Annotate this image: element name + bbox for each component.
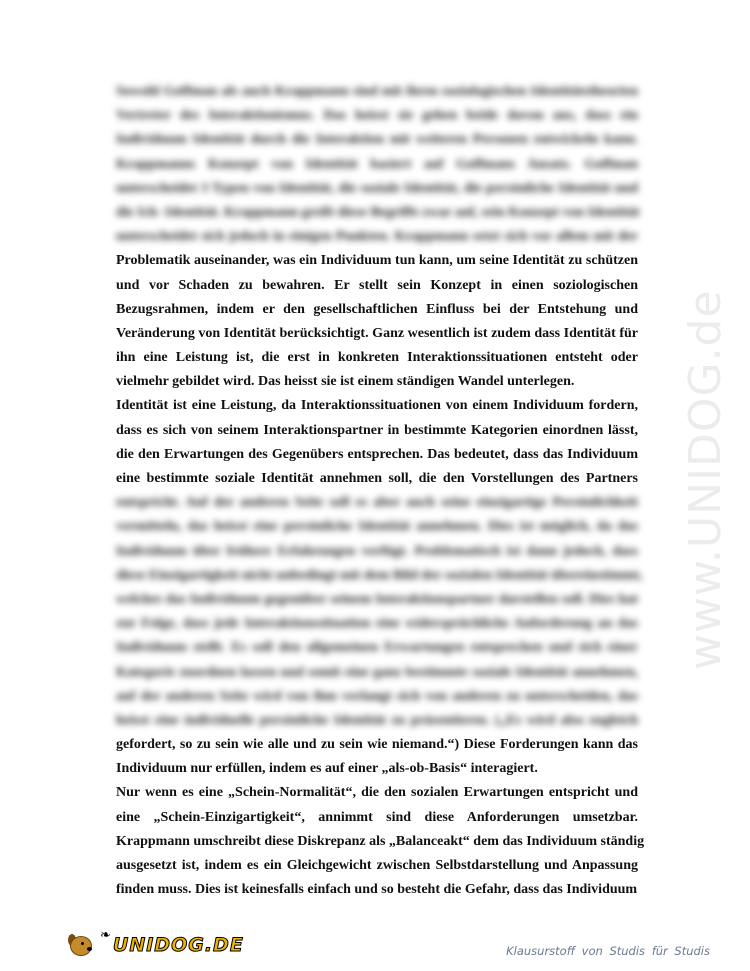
text-line: Bezugsrahmen, indem er den gesellschaftlichen Einfluss bei der Entstehung und (116, 301, 638, 317)
text-line: Vertreter des Interaktionismus. Das heisst sie gehen beide davon aus, dass ein (116, 108, 638, 124)
text-line: Problematik auseinander, was ein Individuum tun kann, um seine Identität zu schützen (116, 253, 638, 269)
text-line: Sowohl Goffman als auch Krappmann sind mit ihren soziologischen Identitätstheorien (116, 84, 638, 99)
unidog-logo (66, 928, 244, 962)
text-line: Identität ist eine Leistung, da Interaktionssituationen von einem Individuum fordern, (116, 398, 638, 414)
text-line: gefordert, so zu sein wie alle und zu sein wie niemand.“) Diese Forderungen kann das (116, 737, 638, 753)
document-body (116, 80, 645, 902)
text-line: Individuum Identität durch die Interaktion mit weiteren Personen entwickeln kann. (116, 132, 638, 148)
text-line: vielmehr gebildet wird. Das heisst sie ist einem ständigen Wandel unterlegen. (116, 374, 575, 390)
text-line: und vor Schaden zu bewahren. Er stellt sein Konzept in einen soziologischen (116, 277, 638, 293)
text-line: Individuum über frühere Erfahrungen verfügt. Problematisch ist dann jedoch, dass (116, 543, 638, 559)
text-line: Krappmanns Konzept von Identität basiert auf Goffmans Ansatz. Goffman (116, 156, 638, 172)
text-line: welches das Individuum gegenüber seinem Interaktionspartner darstellen soll. Dies hat (116, 591, 638, 607)
text-line: finden muss. Dies ist keinesfalls einfach und so besteht die Gefahr, dass das Individuum (116, 882, 638, 898)
paragraph-1 (116, 249, 638, 394)
text-line: unterscheidet sich jedoch in einigen Punkten. Krappmann setzt sich vor allem mit der (116, 229, 638, 245)
text-line: Veränderung von Identität berücksichtigt. Ganz wesentlich ist zudem dass Identität für (116, 325, 638, 341)
blurred-intro (116, 80, 638, 249)
text-line: dass es sich von seinem Interaktionspartner in bestimmte Kategorien einordnen lässt, (116, 422, 638, 438)
paw-icon: ❧ (100, 927, 111, 943)
paragraph-3 (116, 733, 638, 781)
text-line: zur Folge, dass jede Interaktionssituation eine widersprüchliche Anforderung an das (116, 616, 638, 632)
text-line: entspricht. Auf der anderen Seite soll es aber auch seine einzigartige Persönlichkeit (116, 495, 638, 511)
blurred-middle (116, 491, 643, 733)
watermark: www.UNIDOG.de (680, 289, 731, 670)
text-line: heisst eine individuelle persönliche Identität zu präsentieren. („Es wird also zugleich (116, 712, 638, 728)
text-line: vermitteln, das heisst eine persönliche Identität annehmen. Dies ist möglich, da das (116, 519, 638, 535)
text-line: Individuum nur erfüllen, indem es auf einer „als-ob-Basis“ interagiert. (116, 761, 538, 777)
text-line: diese Einzigartigkeit nicht unbedingt mit dem Bild der sozialen Identität übereinstimmt, (116, 567, 643, 583)
text-line: Krappmann umschreibt diese Diskrepanz als „Balanceakt“ dem das Individuum ständig (116, 833, 645, 849)
paragraph-4 (116, 781, 645, 902)
text-line: eine bestimmte soziale Identität annehmen soll, die den Vorstellungen des Partners (116, 471, 638, 486)
text-line: eine „Schein-Einzigartigkeit“, annimmt sind diese Anforderungen umsetzbar. (116, 809, 638, 825)
logo-text: UNIDOG.DE (112, 934, 244, 956)
footer-tagline: Klausurstoff von Studis für Studis (506, 944, 710, 958)
text-line: die den Erwartungen des Gegenübers entsprechen. Das bedeutet, dass das Individuum (116, 446, 638, 462)
text-line: Kategorie zuordnen lassen und somit eine ganz bestimmte soziale Identität annehmen, (116, 664, 638, 680)
text-line: unterscheidet 3 Typen von Identität, die soziale Identität, die persönliche Identität und (116, 180, 638, 196)
text-line: ihn eine Leistung ist, die erst in konkreten Interaktionssituationen entsteht oder (116, 350, 638, 366)
text-line: auf der anderen Seite wird von ihm verlangt sich von anderen zu unterscheiden, das (116, 688, 638, 704)
text-line: die Ich- Identität. Krappmann greift diese Begriffe zwar auf, sein Konzept von Identität (116, 204, 640, 220)
text-line: Nur wenn es eine „Schein-Normalität“, die den sozialen Erwartungen entspricht und (116, 785, 638, 801)
dog-icon (66, 930, 96, 960)
paragraph-2 (116, 394, 638, 491)
text-line: ausgesetzt ist, indem es ein Gleichgewicht zwischen Selbstdarstellung und Anpassung (116, 858, 638, 873)
text-line: Individuum stellt. Es soll den allgemeinen Erwartungen entsprechen und sich einer (116, 640, 638, 656)
